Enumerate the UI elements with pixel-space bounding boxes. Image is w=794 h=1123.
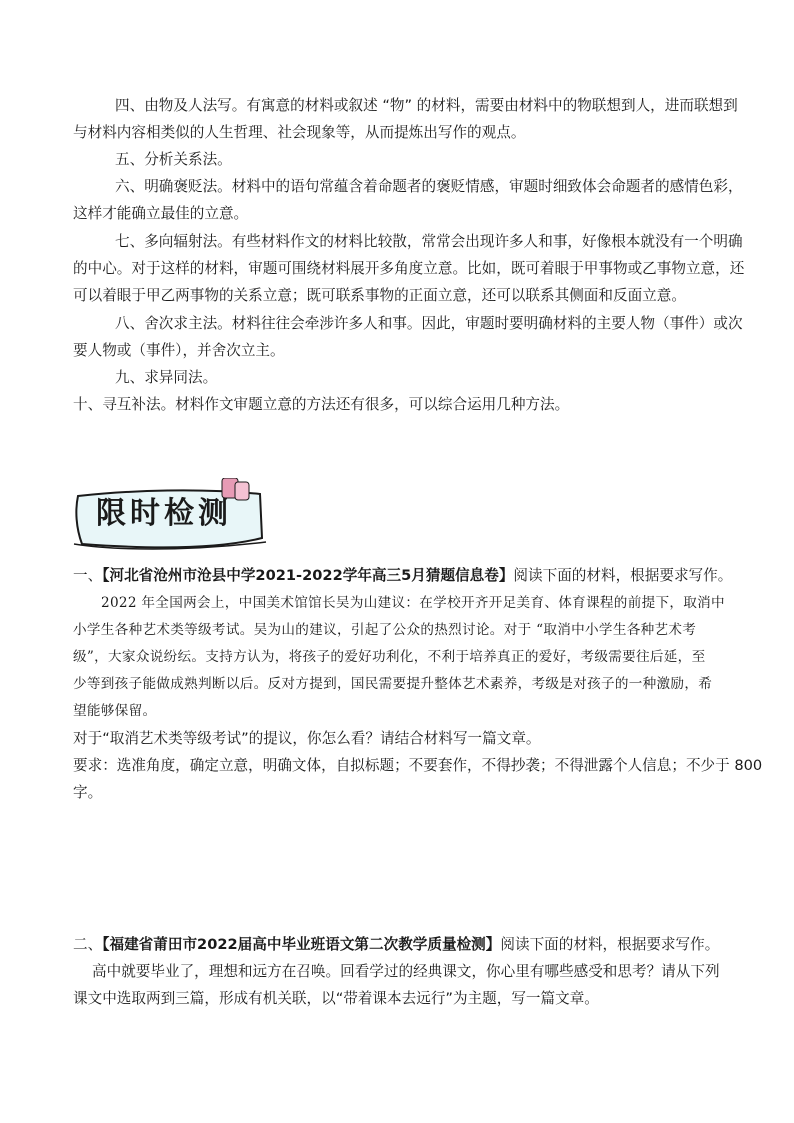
question-2-instruction: 阅读下面的材料，根据要求写作。 xyxy=(500,936,720,953)
question-1-instruction: 阅读下面的材料，根据要求写作。 xyxy=(513,567,733,584)
question-1-source: 【河北省沧州市沧县中学2021-2022学年高三5月猜题信息卷】 xyxy=(102,567,514,584)
question-1-material-line-4: 少等到孩子能做成熟判断以后。反对方提到，国民需要提升整体艺术素养，考级是对孩子的一种激励，希 xyxy=(73,676,713,692)
question-2-material-line-1: 高中就要毕业了，理想和远方在召唤。回看学过的经典课文，你心里有哪些感受和思考？请从下列 xyxy=(92,963,720,980)
question-1-header xyxy=(73,562,732,589)
banner-title: 限时检测 xyxy=(96,496,232,531)
question-2-header xyxy=(73,931,719,958)
section-banner xyxy=(72,478,268,558)
method-9: 九、求异同法。 xyxy=(115,369,218,386)
question-1-material-line-5: 望能够保留。 xyxy=(73,703,157,719)
question-1-prompt: 对于“取消艺术类等级考试”的提议，你怎么看？请结合材料写一篇文章。 xyxy=(73,730,541,747)
question-2-number: 二、 xyxy=(73,936,103,953)
method-7-line-3: 可以着眼于甲乙两事物的关系立意；既可联系事物的正面立意，还可以联系其侧面和反面立意。 xyxy=(73,287,686,304)
method-6-line-1: 六、明确褒贬法。材料中的语句常蕴含着命题者的褒贬情感，审题时细致体会命题者的感情色彩， xyxy=(115,178,743,195)
method-4-line-1: 四、由物及人法写。有寓意的材料或叙述 “物” 的材料，需要由材料中的物联想到人，进而联想到 xyxy=(115,97,738,114)
method-8-line-1: 八、舍次求主法。材料往往会牵涉许多人和事。因此，审题时要明确材料的主要人物（事件）或次 xyxy=(115,315,743,332)
method-8-line-2: 要人物或（事件），并舍次立主。 xyxy=(73,342,285,359)
method-6-line-2: 这样才能确立最佳的立意。 xyxy=(73,205,249,222)
question-1-requirements-line-2: 字。 xyxy=(73,784,103,801)
question-1-material-line-2: 小学生各种艺术类等级考试。吴为山的建议，引起了公众的热烈讨论。对于 “取消中小学生各种艺术考 xyxy=(73,622,697,638)
method-10: 十、寻互补法。材料作文审题立意的方法还有很多，可以综合运用几种方法。 xyxy=(73,396,570,413)
question-2-source: 【福建省莆田市2022届高中毕业班语文第二次教学质量检测】 xyxy=(102,936,501,953)
question-2-material-line-2: 课文中选取两到三篇，形成有机关联，以“带着课本去远行”为主题，写一篇文章。 xyxy=(73,990,599,1007)
question-1-material-line-1: 2022 年全国两会上，中国美术馆馆长吴为山建议：在学校开齐开足美育、体育课程的前提下，取消中 xyxy=(101,595,725,611)
method-5: 五、分析关系法。 xyxy=(115,151,232,168)
question-1-material-line-3: 级”，大家众说纷纭。支持方认为，将孩子的爱好功利化，不利于培养真正的爱好，考级需要往后延，至 xyxy=(73,649,706,665)
question-1-requirements-line-1: 要求：选准角度，确定立意，明确文体，自拟标题；不要套作，不得抄袭；不得泄露个人信息；不少于 800 xyxy=(73,757,763,774)
question-1-number: 一、 xyxy=(73,567,103,584)
method-7-line-2: 的中心。对于这样的材料，审题可围绕材料展开多角度立意。比如，既可着眼于甲事物或乙事物立意，还 xyxy=(73,260,745,277)
method-4-line-2: 与材料内容相类似的人生哲理、社会现象等，从而提炼出写作的观点。 xyxy=(73,124,526,141)
method-7-line-1: 七、多向辐射法。有些材料作文的材料比较散，常常会出现许多人和事，好像根本就没有一个明确 xyxy=(115,233,743,250)
